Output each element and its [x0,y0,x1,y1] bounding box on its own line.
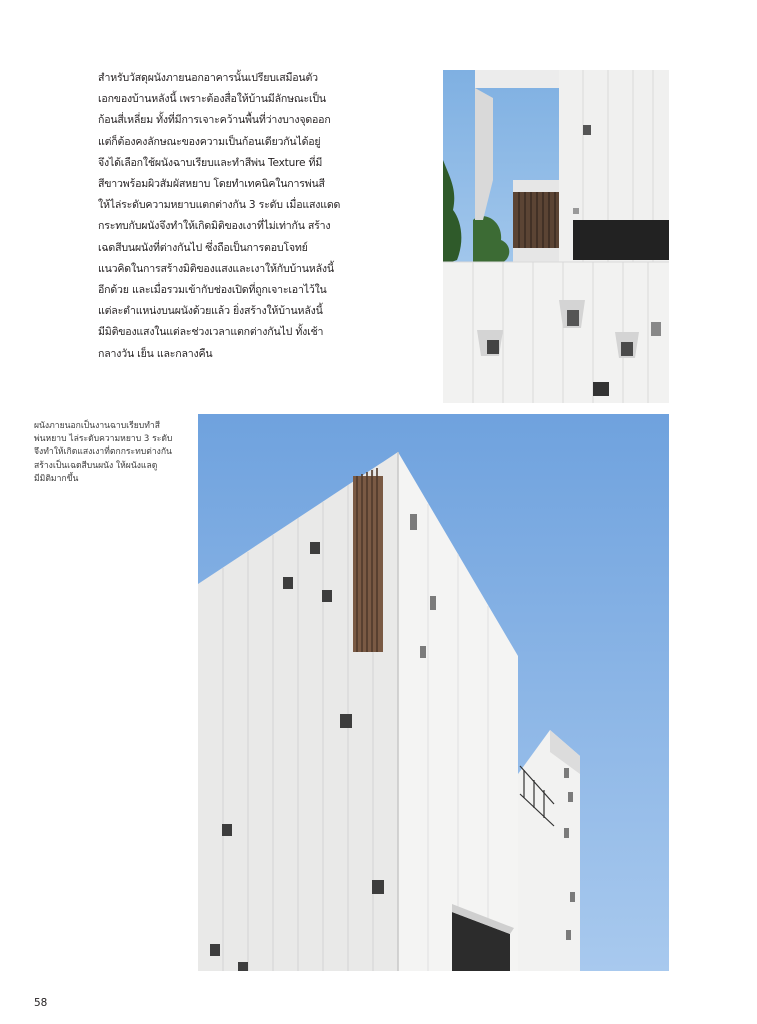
caption-line: สร้างเป็นเฉดสีบนผนัง ให้ผนังแลดู [34,460,158,471]
body-line: กลางวัน เย็น และกลางคืน [98,347,213,360]
body-text [98,68,428,365]
body-line: ให้ไล่ระดับความหยาบแตกต่างกัน 3 ระดับ เมื่อแสงแดด [98,199,341,212]
body-line: จึงได้เลือกใช้ผนังฉาบเรียบและทำสีพ่น Texture ที่มี [98,156,323,169]
photo-caption [34,420,194,486]
page-number: 58 [34,997,48,1009]
body-line: มีมิติของแสงในแต่ละช่วงเวลาแตกต่างกันไป ทั้งเช้า [98,326,324,339]
body-line: สำหรับวัสดุผนังภายนอกอาคารนั้นเปรียบเสมือนตัว [98,72,318,84]
caption-line: พ่นหยาบ ไล่ระดับความหยาบ 3 ระดับ [34,434,173,445]
caption-line: ผนังภายนอกเป็นงานฉาบเรียบทำสี [34,421,160,431]
body-line: ก้อนสี่เหลี่ยม ทั้งที่มีการเจาะคว้านพื้นที่ว่างบางจุดออก [98,114,331,127]
body-line: กระทบกับผนังจึงทำให้เกิดมิติของเงาที่ไม่เท่ากัน สร้าง [98,220,331,233]
caption-line: มีมิติมากขึ้น [34,473,79,484]
body-line: แต่ละตำแหน่งบนผนังด้วยแล้ว ยิ่งสร้างให้บ้านหลังนี้ [98,305,323,318]
body-line: แนวคิดในการสร้างมิติของแสงและเงาให้กับบ้านหลังนี้ [98,262,334,275]
body-line: เอกของบ้านหลังนี้ เพราะต้องสื่อให้บ้านมีลักษณะเป็น [98,93,326,106]
body-line: สีขาวพร้อมผิวสัมผัสหยาบ โดยทำเทคนิคในการพ่นสี [98,178,325,191]
building-exterior-photo [198,414,669,971]
caption-line: จึงทำให้เกิดแสงเงาที่ตกกระทบต่างกัน [34,447,172,458]
body-line: แต่ก็ต้องคงลักษณะของความเป็นก้อนเดียวกันได้อยู่ [98,135,321,148]
body-line: เฉดสีบนผนังที่ต่างกันไป ซึ่งถือเป็นการตอบโจทย์ [98,241,308,254]
body-line: อีกด้วย และเมื่อรวมเข้ากับช่องเปิดที่ถูกเจาะเอาไว้ใน [98,284,327,297]
facade-detail-photo [443,70,669,403]
